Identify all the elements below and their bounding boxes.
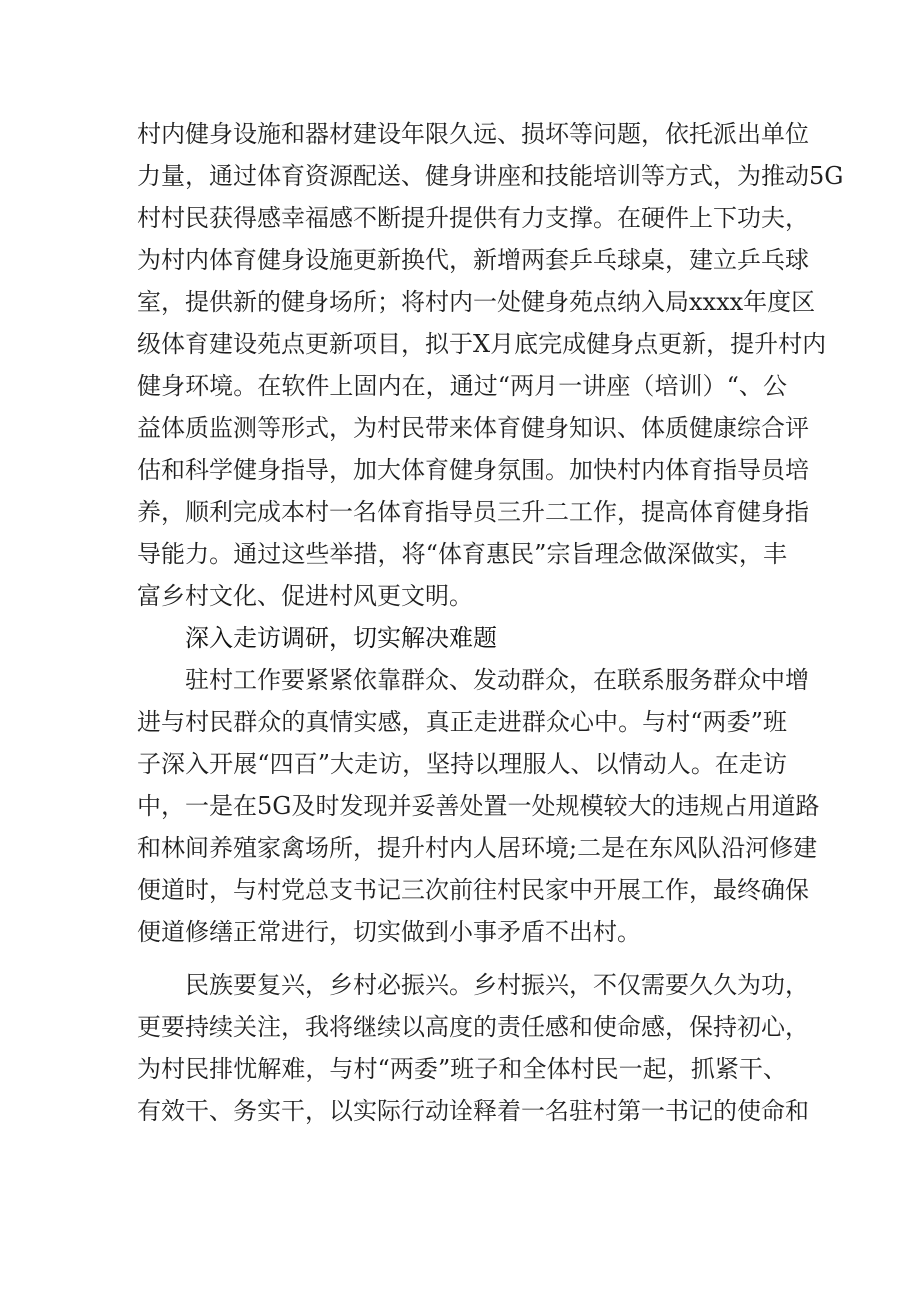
text-line: 有效干、务实干，以实际行动诠释着一名驻村第一书记的使命和 (137, 1097, 809, 1125)
text-line: 室，提供新的健身场所；将村内一处健身苑点纳入局xxxx年度区 (137, 288, 816, 316)
text-line: 健身环境。在软件上固内在，通过“两月一讲座（培训）“、公 (137, 372, 787, 400)
text-line: 便道修缮正常进行，切实做到小事矛盾不出村。 (137, 918, 641, 946)
paragraph-fitness-facilities (137, 113, 844, 617)
text-line: 村村民获得感幸福感不断提升提供有力支撑。在硬件上下功夫， (137, 204, 809, 232)
text-line: 便道时，与村党总支书记三次前往村民家中开展工作，最终确保 (137, 876, 809, 904)
text-line: 力量，通过体育资源配送、健身讲座和技能培训等方式，为推动5G (137, 162, 844, 190)
text-line: 驻村工作要紧紧依靠群众、发动群众，在联系服务群众中增 (137, 666, 809, 694)
text-line: 估和科学健身指导，加大体育健身氛围。加快村内体育指导员培 (137, 456, 809, 484)
text-line: 村内健身设施和器材建设年限久远、损坏等问题，依托派出单位 (137, 120, 809, 148)
text-line: 级体育建设苑点更新项目，拟于X月底完成健身点更新，提升村内 (137, 330, 827, 358)
text-line: 民族要复兴，乡村必振兴。乡村振兴，不仅需要久久为功， (137, 971, 809, 999)
paragraph-rural-revitalization (137, 964, 809, 1132)
text-line: 和林间养殖家禽场所，提升村内人居环境;二是在东风队沿河修建 (137, 834, 818, 862)
document-body (137, 113, 844, 1132)
text-line: 更要持续关注，我将继续以高度的责任感和使命感，保持初心， (137, 1013, 809, 1041)
text-line: 中，一是在5G及时发现并妥善处置一处规模较大的违规占用道路 (137, 792, 820, 820)
text-line: 为村内体育健身设施更新换代，新增两套乒乓球桌，建立乒乓球 (137, 246, 809, 274)
text-line: 养，顺利完成本村一名体育指导员三升二工作，提高体育健身指 (137, 498, 809, 526)
text-line: 富乡村文化、促进村风更文明。 (137, 582, 473, 610)
text-line: 导能力。通过这些举措，将“体育惠民”宗旨理念做深做实，丰 (137, 540, 787, 568)
text-line: 子深入开展“四百”大走访，坚持以理服人、以情动人。在走访 (137, 750, 787, 778)
text-line: 进与村民群众的真情实感，真正走进群众心中。与村“两委”班 (137, 708, 787, 736)
text-line: 益体质监测等形式，为村民带来体育健身知识、体质健康综合评 (137, 414, 809, 442)
text-line: 为村民排忧解难，与村“两委”班子和全体村民一起，抓紧干、 (137, 1055, 787, 1083)
paragraph-village-visits (137, 659, 820, 953)
section-heading: 深入走访调研，切实解决难题 (185, 624, 497, 652)
